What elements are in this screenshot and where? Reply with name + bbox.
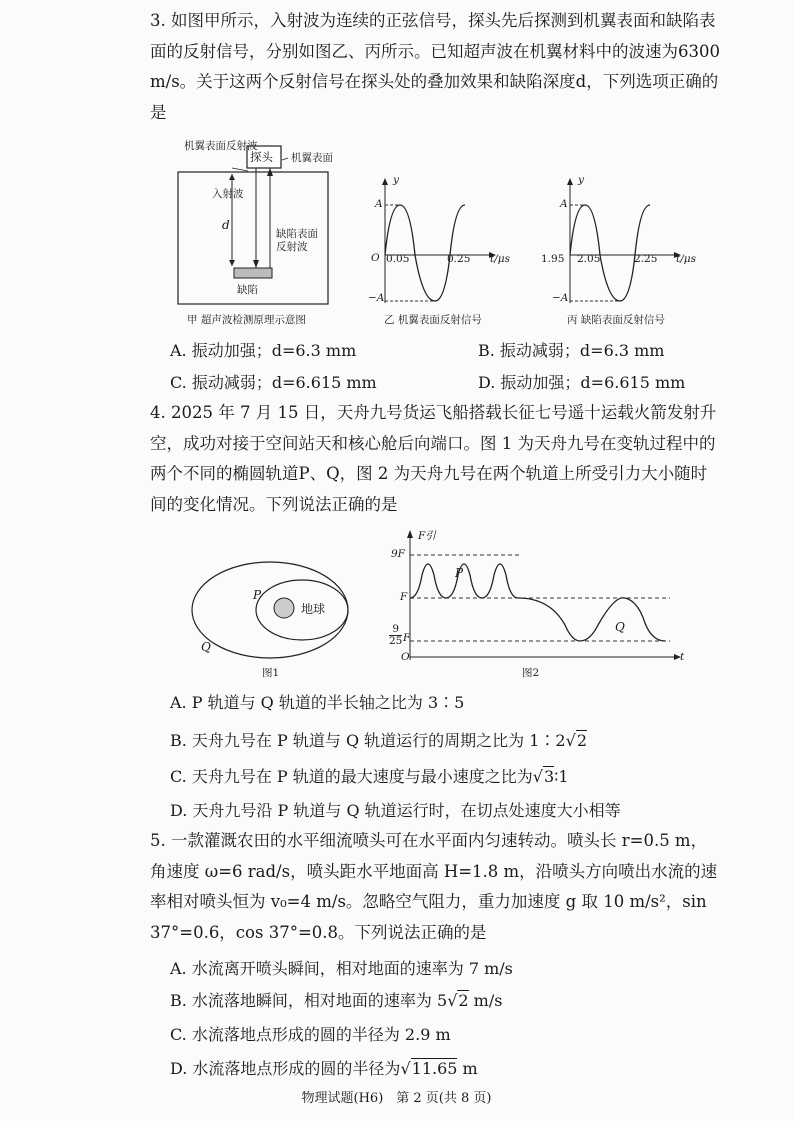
q4-option-a[interactable]: A. P 轨道与 Q 轨道的半长轴之比为 3∶5 <box>170 693 465 712</box>
bing-y-label: y <box>578 174 584 186</box>
fig2-p-curve <box>410 564 518 598</box>
yi-origin-label: O <box>371 252 380 264</box>
bing-tick-225: 2.25 <box>634 253 658 265</box>
figure-1-orbits <box>190 560 370 670</box>
question-3-text: 3. 如图甲所示，入射波为连续的正弦信号，探头先后探测到机翼表面和缺陷表面的反射信号，分别如图乙、丙所示。已知超声波在机翼材料中的波速为6300 m/s。关于这两个反射信号在探头处的叠加效果和缺陷深度d，下列选项正确的是 <box>150 11 720 122</box>
question-4-text: 4. 2025 年 7 月 15 日，天舟九号货运飞船搭载长征七号遥十运载火箭发射升空，成功对接于空间站天和核心舱后向端口。图 1 为天舟九号在变轨过程中的两个不同的椭圆轨道P、Q，图 2 为天舟九号在两个轨道上所受引力大小随时间的变化情况。下列说法正确的是 <box>150 403 717 514</box>
fig2-F-axis-label: F引 <box>418 530 436 542</box>
fig2-F2-label: F <box>403 632 411 644</box>
fig1-Q-label: Q <box>201 640 211 654</box>
fig2-P-label: P <box>455 566 464 580</box>
fig2-t-label: t <box>680 651 685 663</box>
q5-option-a[interactable]: A. 水流离开喷头瞬间，相对地面的速率为 7 m/s <box>170 959 513 978</box>
fig1-earth-label: 地球 <box>301 602 326 616</box>
q3-option-c[interactable]: C. 振动减弱；d=6.615 mm <box>170 373 377 392</box>
bing-A-label: A <box>560 198 568 210</box>
fig1-P-label: P <box>253 588 262 602</box>
fig2-ninth-fraction: 9 25 <box>389 623 403 647</box>
defect-reflect-label: 缺陷表面反射波 <box>276 228 318 253</box>
bing-t-unit: t/μs <box>676 253 696 265</box>
defect-label: 缺陷 <box>237 284 258 296</box>
q3-option-b[interactable]: B. 振动减弱；d=6.3 mm <box>478 341 665 360</box>
defect-block <box>234 268 272 278</box>
incident-label: 入射波 <box>212 188 244 200</box>
figure-2-chart <box>380 525 690 665</box>
depth-d-label: d <box>222 218 230 232</box>
q5-option-b[interactable]: B. 水流落地瞬间，相对地面的速率为 5√2 m/s <box>170 991 503 1010</box>
yi-tick-025: 0.25 <box>447 253 471 265</box>
q5-option-d[interactable]: D. 水流落地点形成的圆的半径为√11.65 m <box>170 1059 478 1078</box>
figure-yi-chart <box>355 175 505 310</box>
fig2-q-curve <box>518 598 665 641</box>
bing-negA-label: −A <box>552 292 569 304</box>
bing-tick-195: 1.95 <box>541 253 565 265</box>
q5-option-c[interactable]: C. 水流落地点形成的圆的半径为 2.9 m <box>170 1025 451 1044</box>
figure-1-caption: 图1 <box>262 667 280 679</box>
fig2-9F-label: 9F <box>391 548 405 560</box>
q3-option-a[interactable]: A. 振动加强；d=6.3 mm <box>170 341 357 360</box>
q3-option-d[interactable]: D. 振动加强；d=6.615 mm <box>478 373 686 392</box>
q4-option-b[interactable]: B. 天舟九号在 P 轨道与 Q 轨道运行的周期之比为 1∶2√2 <box>170 731 587 750</box>
q4-option-c[interactable]: C. 天舟九号在 P 轨道的最大速度与最小速度之比为√3∶1 <box>170 767 569 786</box>
fig2-origin-label: O <box>401 651 410 663</box>
fig2-F-label: F <box>400 591 408 603</box>
wing-surface-label: 机翼表面 <box>291 152 333 164</box>
yi-y-label: y <box>393 174 399 186</box>
page-footer: 物理试题(H6) 第 2 页(共 8 页) <box>301 1091 492 1106</box>
probe-label: 探头 <box>250 150 273 164</box>
yi-A-label: A <box>375 198 383 210</box>
bing-tick-205: 2.05 <box>577 253 601 265</box>
fig2-Q-label: Q <box>615 620 625 634</box>
figure-bing-chart <box>540 175 700 310</box>
earth-circle <box>274 598 294 618</box>
q4-option-d[interactable]: D. 天舟九号沿 P 轨道与 Q 轨道运行时，在切点处速度大小相等 <box>170 801 621 820</box>
figure-2-caption: 图2 <box>522 667 540 679</box>
figure-bing-caption: 丙 缺陷表面反射信号 <box>567 314 665 326</box>
question-5-text: 5. 一款灌溉农田的水平细流喷头可在水平面内匀速转动。喷头长 r=0.5 m，角速度 ω=6 rad/s，喷头距水平地面高 H=1.8 m，沿喷头方向喷出水流的速率相对喷头恒为 v₀=4 m/s。忽略空气阻力，重力加速度 g 取 10 m/s²，sin 37°=0.6，cos 37°=0.8。下列说法正确的是 <box>150 831 718 942</box>
yi-tick-005: 0.05 <box>386 253 410 265</box>
yi-t-unit: t/μs <box>490 253 510 265</box>
surface-reflect-label: 机翼表面反射波 <box>184 140 258 152</box>
figure-jia-caption: 甲 超声波检测原理示意图 <box>187 314 306 326</box>
figure-yi-caption: 乙 机翼表面反射信号 <box>384 314 482 326</box>
yi-negA-label: −A <box>368 292 385 304</box>
